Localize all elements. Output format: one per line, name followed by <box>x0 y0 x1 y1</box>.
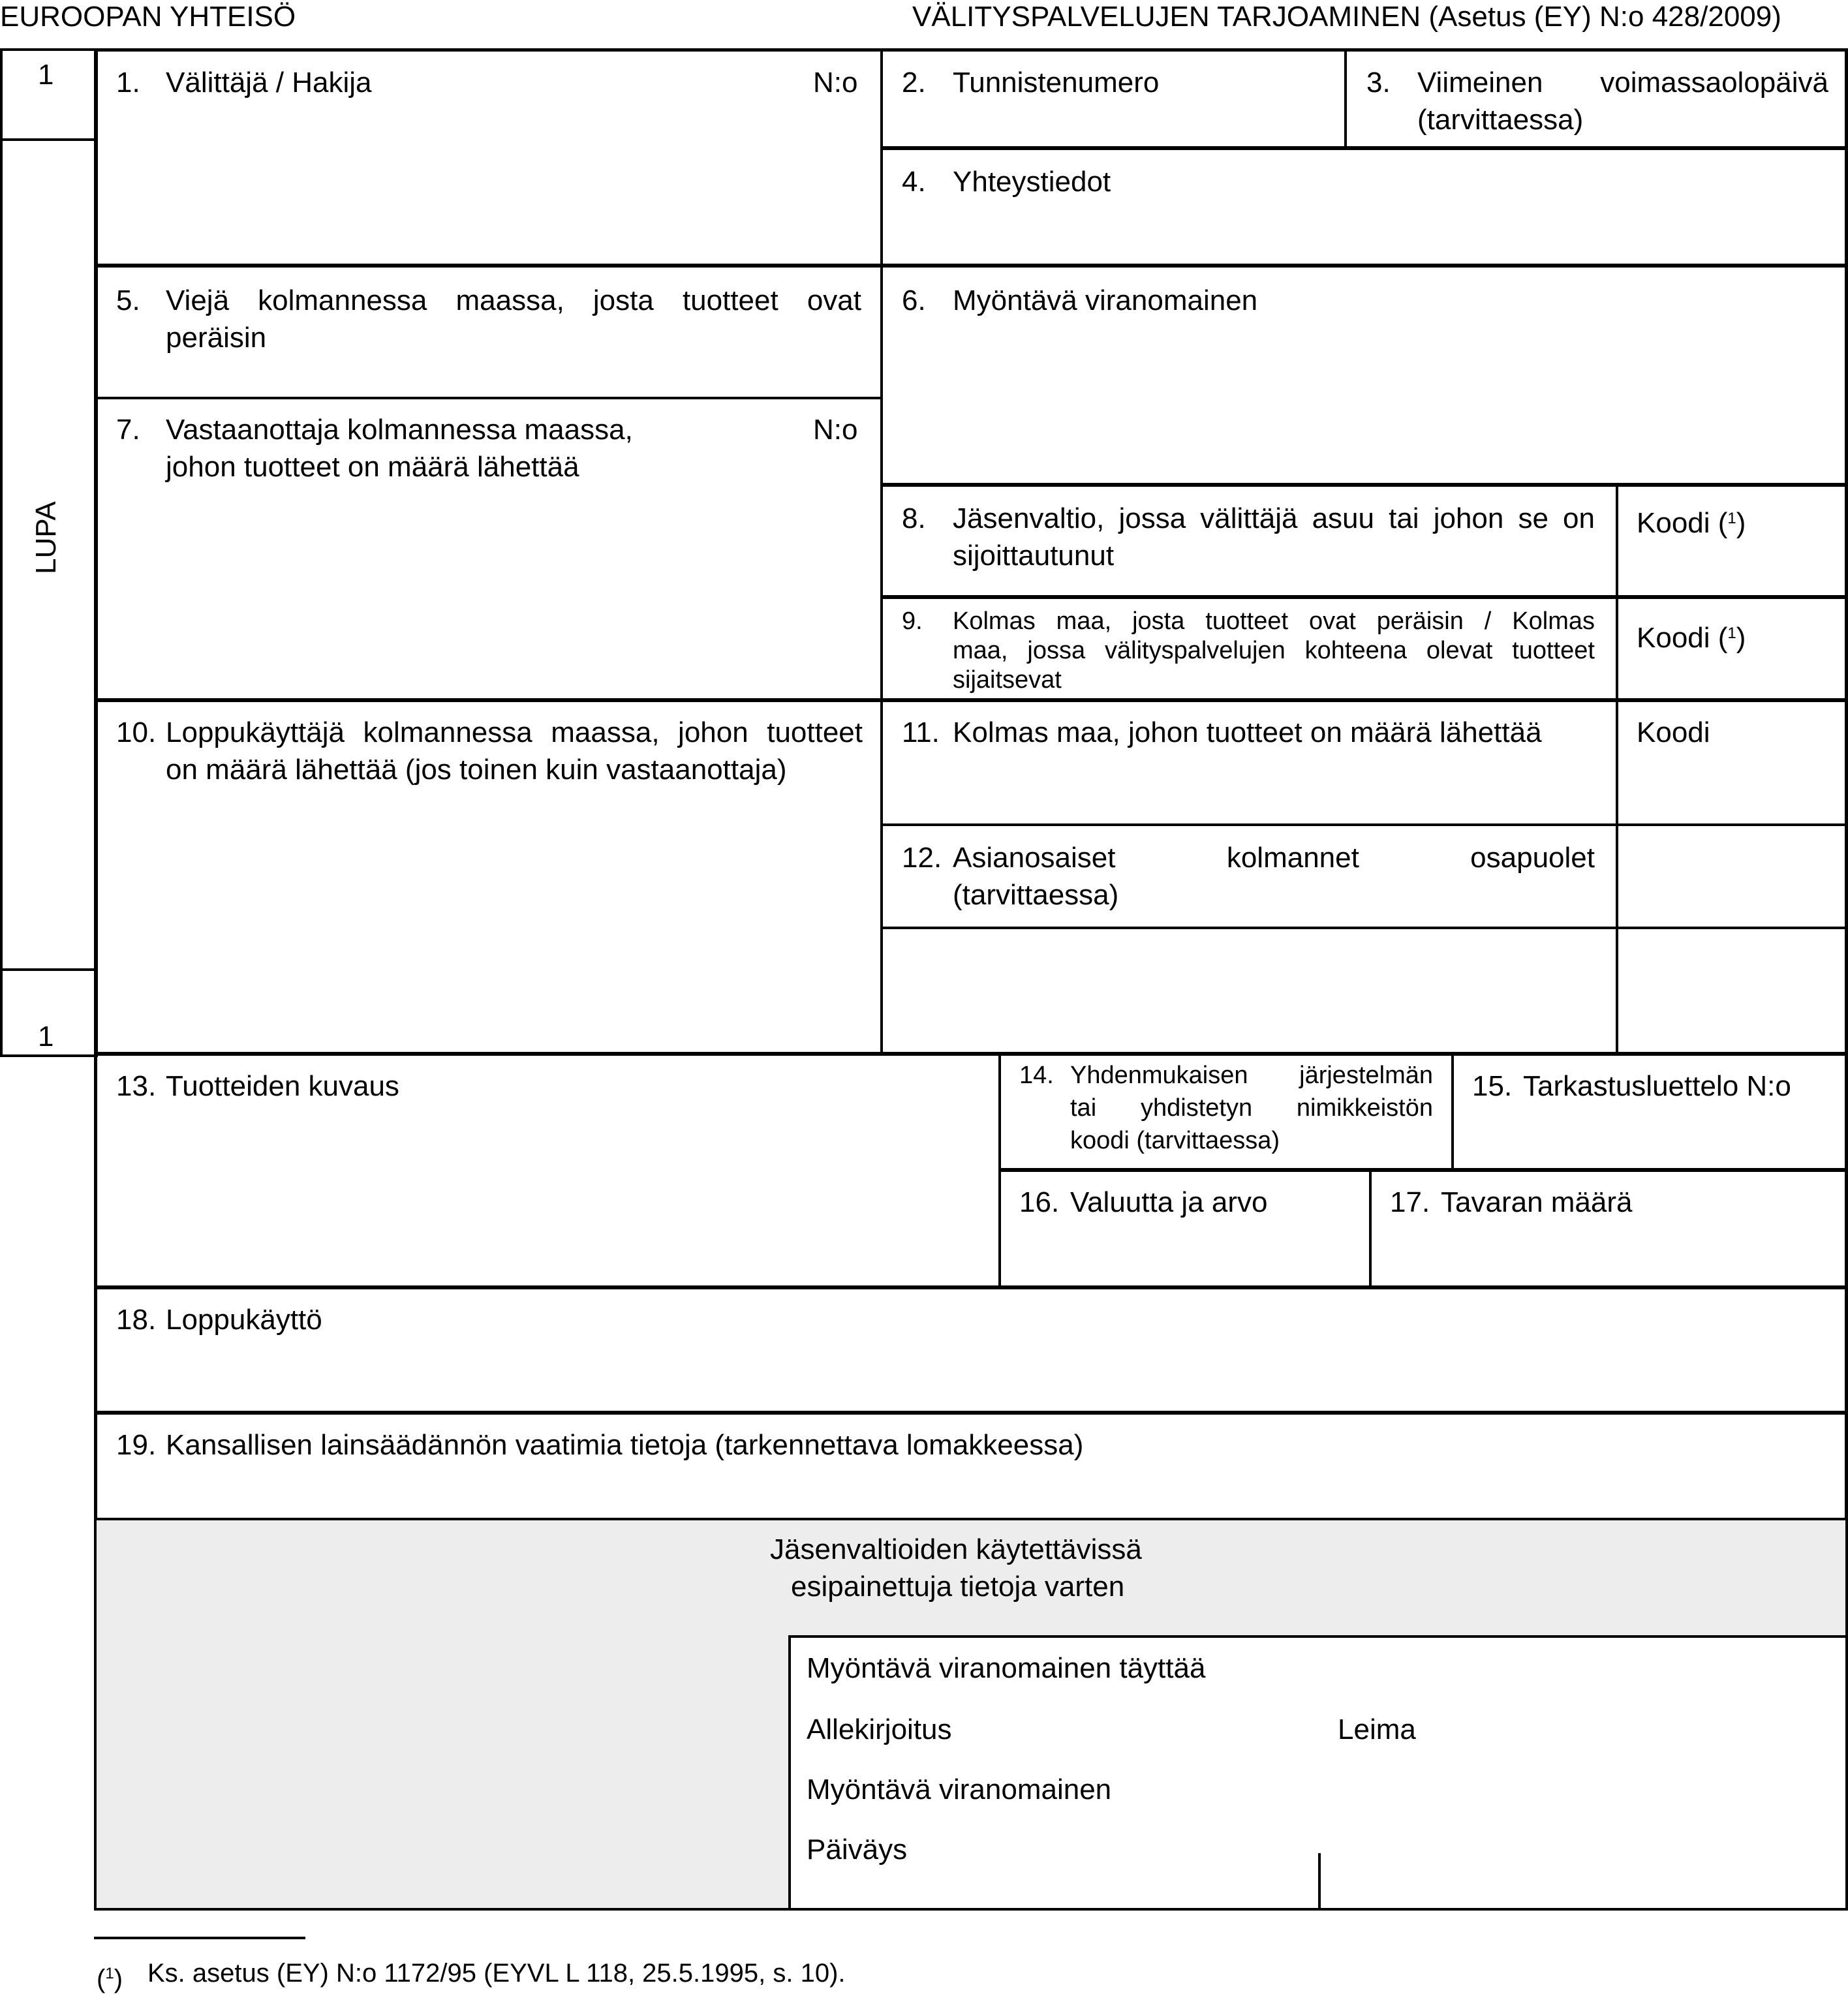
vdivider-13-14 <box>998 1053 1001 1287</box>
side-divider-bottom <box>0 968 95 971</box>
field-18-label: Loppukäyttö <box>166 1304 322 1336</box>
field-10-number: 10. <box>116 716 157 748</box>
side-bottom-number: 1 <box>38 1021 54 1053</box>
field-6-number: 6. <box>902 284 926 316</box>
vdivider-code-column <box>1616 484 1618 1053</box>
field-2-number: 2. <box>902 67 926 99</box>
code-paren: ) <box>1736 507 1746 539</box>
code-label: Koodi ( <box>1637 622 1728 654</box>
divider-1-5 <box>95 264 1848 268</box>
field-18-input[interactable] <box>98 1342 1845 1408</box>
field-11-code: Koodi <box>1637 716 1710 748</box>
field-17-input[interactable] <box>1373 1224 1845 1283</box>
field-4-input[interactable] <box>884 204 1845 262</box>
paren-close: ) <box>114 1965 123 1993</box>
field-1-number: 1. <box>116 67 140 99</box>
field-4-number: 4. <box>902 166 926 198</box>
field-13-label: Tuotteiden kuvaus <box>166 1070 399 1102</box>
field-11-number: 11. <box>902 716 940 748</box>
field-19-label: Kansallisen lainsäädännön vaatimia tietoja (tarkennettava lomakkeessa) <box>166 1429 1084 1461</box>
field-7-input[interactable] <box>98 489 878 696</box>
divider-19-member <box>95 1518 1848 1520</box>
stamp-label: Leima <box>1338 1714 1416 1745</box>
code-paren: ) <box>1736 622 1746 654</box>
field-7-label-line2: johon tuotteet on määrä lähettää <box>166 451 579 483</box>
authority-title: Myöntävä viranomainen täyttää <box>807 1652 1206 1684</box>
divider-18-19 <box>95 1411 1848 1415</box>
footnote-rule <box>94 1937 305 1939</box>
field-1-no: N:o <box>813 67 858 99</box>
field-10-input[interactable] <box>98 793 878 1049</box>
field-7-number: 7. <box>116 414 140 446</box>
field-17-number: 17. <box>1390 1186 1430 1218</box>
field-16-input[interactable] <box>1002 1224 1366 1283</box>
field-9-code <box>1637 615 1746 656</box>
field-10-label-line1: Loppukäyttäjä kolmannessa maassa, johon tuotteet <box>166 716 863 748</box>
side-top-number: 1 <box>38 59 54 91</box>
field-5-label-line1: Viejä kolmannessa maassa, josta tuotteet ovat <box>166 284 861 316</box>
field-1-input[interactable] <box>98 104 878 262</box>
field-5-label-line2: peräisin <box>166 322 267 354</box>
divider-12-blank <box>881 927 1848 929</box>
member-state-line1: Jäsenvaltioiden käytettävissä <box>770 1533 1142 1565</box>
footnote-marker <box>97 1955 123 1998</box>
field-8-code <box>1637 500 1746 542</box>
field-16-label: Valuutta ja arvo <box>1070 1186 1268 1218</box>
field-5-number: 5. <box>116 284 140 316</box>
field-19-input[interactable] <box>98 1467 1845 1515</box>
field-3-number: 3. <box>1366 67 1391 99</box>
footnote-ref: 1 <box>1727 510 1736 527</box>
footnote-ref: 1 <box>1727 624 1736 642</box>
field-4-label: Yhteystiedot <box>953 166 1111 198</box>
header-left: EUROOPAN YHTEISÖ <box>0 1 296 33</box>
vdivider-2-3 <box>1344 50 1347 147</box>
field-17-label: Tavaran määrä <box>1441 1186 1633 1218</box>
field-19-number: 19. <box>116 1429 157 1461</box>
divider-11-12 <box>881 823 1848 826</box>
paren-open: ( <box>97 1965 106 1993</box>
field-9-label-line2: maa, jossa välityspalvelujen kohteena olevat tuotteet <box>953 637 1595 664</box>
vdivider-16-17 <box>1369 1169 1372 1287</box>
field-15-number: 15. <box>1472 1070 1513 1102</box>
field-15-label: Tarkastusluettelo N:o <box>1523 1070 1791 1102</box>
field-12-label-line1: Asianosaiset kolmannet osapuolet <box>953 842 1595 874</box>
member-state-line2: esipainettuja tietoja varten <box>791 1571 1125 1603</box>
field-6-label: Myöntävä viranomainen <box>953 284 1258 316</box>
field-14-label-line3: koodi (tarvittaessa) <box>1070 1127 1280 1154</box>
field-8-label-line2: sijoittautunut <box>953 540 1115 572</box>
field-14-label-line2: tai yhdistetyn nimikkeistön <box>1070 1094 1433 1122</box>
footnote-text: Ks. asetus (EY) N:o 1172/95 (EYVL L 118, 25.5.1995, s. 10). <box>147 1959 846 1988</box>
field-12-number: 12. <box>902 842 942 874</box>
field-16-number: 16. <box>1019 1186 1060 1218</box>
divider-13-18 <box>95 1285 1848 1289</box>
field-2-label: Tunnistenumero <box>953 67 1160 99</box>
field-12-label-line2: (tarvittaessa) <box>953 879 1119 911</box>
divider-8-9 <box>881 595 1848 599</box>
vdivider-14-15 <box>1451 1053 1454 1169</box>
field-14-number: 14. <box>1019 1062 1054 1089</box>
field-9-number: 9. <box>902 607 923 635</box>
side-divider-top <box>0 138 95 141</box>
field-8-number: 8. <box>902 502 926 534</box>
divider-5-7 <box>95 397 881 399</box>
field-12-input[interactable] <box>884 930 1613 1049</box>
field-7-label-line1: Vastaanottaja kolmannessa maassa, <box>166 414 633 446</box>
field-6-input[interactable] <box>884 326 1845 480</box>
divider-14-16 <box>998 1168 1848 1172</box>
divider-10-13 <box>95 1052 1848 1056</box>
field-2-input[interactable] <box>884 104 1340 145</box>
date-label: Päiväys <box>807 1834 908 1866</box>
divider-6-8 <box>881 483 1848 487</box>
field-7-no: N:o <box>813 414 858 446</box>
issuing-authority-label: Myöntävä viranomainen <box>807 1774 1112 1806</box>
field-14-label-line1: Yhdenmukaisen järjestelmän <box>1070 1062 1433 1089</box>
side-label-lupa: LUPA <box>30 501 62 574</box>
field-3-label-line1: Viimeinen voimassaolopäivä <box>1417 67 1828 99</box>
signature-label: Allekirjoitus <box>807 1714 952 1745</box>
field-8-label-line1: Jäsenvaltio, jossa välittäjä asuu tai johon se on <box>953 502 1595 534</box>
field-13-input[interactable] <box>98 1109 996 1283</box>
divider-2-4 <box>881 146 1848 150</box>
field-11-label: Kolmas maa, johon tuotteet on määrä lähettää <box>953 716 1542 748</box>
field-1-label: Välittäjä / Hakija <box>166 67 372 99</box>
code-label: Koodi ( <box>1637 507 1728 539</box>
field-18-number: 18. <box>116 1304 157 1336</box>
field-9-label-line3: sijaitsevat <box>953 666 1062 694</box>
field-9-label-line1: Kolmas maa, josta tuotteet ovat peräisin / Kolmas <box>953 607 1595 635</box>
vdivider-date-stamp <box>1318 1853 1321 1909</box>
field-3-label-line2: (tarvittaessa) <box>1417 104 1584 136</box>
field-13-number: 13. <box>116 1070 157 1102</box>
footnote-number: 1 <box>105 1965 114 1982</box>
vdivider-left-right <box>880 50 883 1053</box>
divider-7-10 <box>95 698 1848 702</box>
field-10-label-line2: on määrä lähettää (jos toinen kuin vastaanottaja) <box>166 754 787 786</box>
header-right: VÄLITYSPALVELUJEN TARJOAMINEN (Asetus (EY) N:o 428/2009) <box>912 1 1781 33</box>
